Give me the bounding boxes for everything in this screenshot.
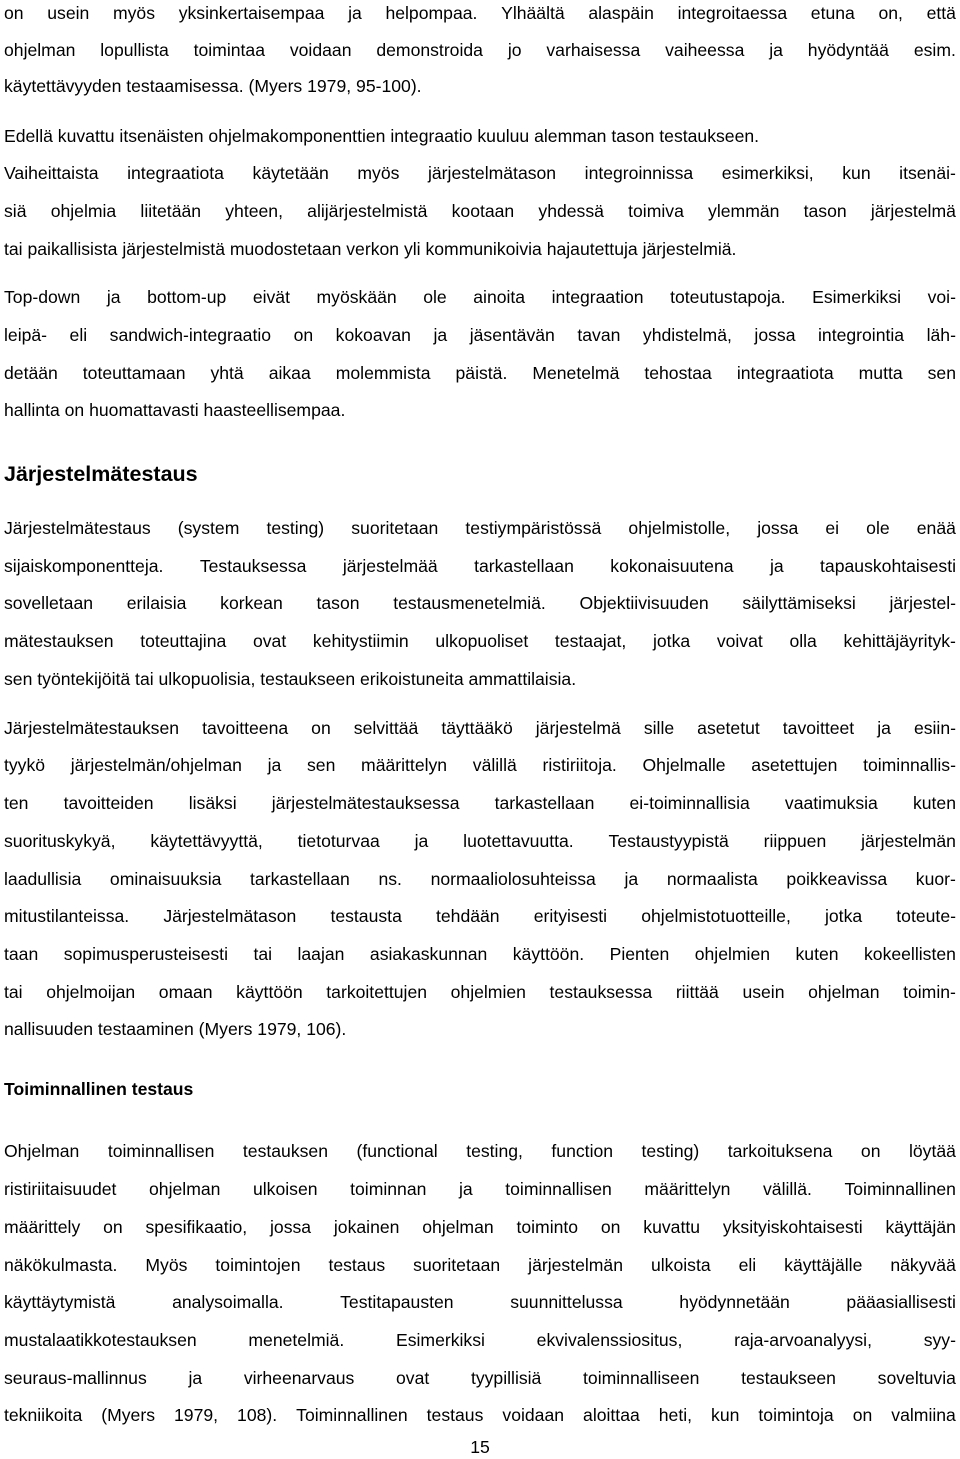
word: sopimusperusteisesti xyxy=(63,944,228,964)
word: hyödynnetään xyxy=(679,1292,790,1312)
word: yhdessä xyxy=(538,201,604,221)
word: function xyxy=(551,1141,614,1161)
word: järjestelmän xyxy=(528,1255,624,1275)
word: asetetut xyxy=(697,718,760,738)
word: käyttöön. xyxy=(512,944,585,964)
text-line xyxy=(4,1327,956,1353)
word: käyttöön xyxy=(236,982,303,1002)
word: jossa xyxy=(270,1217,312,1237)
word: testaukseen xyxy=(741,1368,836,1388)
word: tyypillisiä xyxy=(470,1368,542,1388)
word: bottom-up xyxy=(147,287,227,307)
word: täyttääkö xyxy=(441,718,513,738)
word: toiminnan xyxy=(350,1179,427,1199)
text-line: sen työntekijöitä tai ulkopuolisia, testaukseen erikoistuneita ammattilaisia. xyxy=(4,669,577,689)
word: ainoita xyxy=(473,287,526,307)
word: Järjestelmätestauksen xyxy=(4,718,180,738)
word: ja xyxy=(414,831,429,851)
text-line xyxy=(4,828,956,854)
word: säilyttämiseksi xyxy=(742,593,856,613)
word: jäsentävän xyxy=(469,325,555,345)
word: käytettävyyttä, xyxy=(150,831,263,851)
text-line xyxy=(4,360,956,386)
word: kokoavan xyxy=(335,325,411,345)
word: Toiminnallinen xyxy=(296,1405,408,1425)
word: testaajat, xyxy=(554,631,627,651)
word: kuvattu xyxy=(643,1217,701,1237)
word: toimiva xyxy=(628,201,684,221)
word: kehittäjäyrityk- xyxy=(843,631,956,651)
word: myös xyxy=(357,163,400,183)
text-line xyxy=(4,198,956,224)
word: kokonaisuutena xyxy=(610,556,734,576)
word: käyttäjän xyxy=(885,1217,956,1237)
word: soveltuvia xyxy=(877,1368,956,1388)
word: ja xyxy=(877,718,891,738)
word: ovat xyxy=(252,631,287,651)
word: ulkoisen xyxy=(252,1179,318,1199)
word: päistä. xyxy=(455,363,508,383)
word: aloittaa xyxy=(583,1405,640,1425)
text-line xyxy=(4,866,956,892)
word: tyykö xyxy=(4,755,46,775)
word: kootaan xyxy=(451,201,515,221)
text-line xyxy=(4,1289,956,1315)
word: analysoimalla. xyxy=(172,1292,284,1312)
word: ole xyxy=(866,518,890,538)
text-line: Edellä kuvattu itsenäisten ohjelmakomponenttien integraatio kuuluu alemman tason testaukseen. xyxy=(4,126,760,146)
word: määrittely xyxy=(4,1217,81,1237)
word: kehitystiimin xyxy=(312,631,409,651)
word: ja xyxy=(769,556,784,576)
word: järjestelmätason xyxy=(427,163,557,183)
word: Top-down xyxy=(4,287,81,307)
word: normaalista xyxy=(666,869,758,889)
word: (functional xyxy=(356,1141,438,1161)
word: sen xyxy=(927,363,956,383)
word: (Myers xyxy=(101,1405,156,1425)
word: toimintaa xyxy=(193,40,265,60)
word: esimerkiksi, xyxy=(721,163,814,183)
text-line xyxy=(4,979,956,1005)
word: Ylhäältä xyxy=(501,3,565,23)
word: voivat xyxy=(716,631,763,651)
word: tietoturvaa xyxy=(297,831,380,851)
word: löytää xyxy=(908,1141,956,1161)
word: mitustilanteissa. xyxy=(4,906,130,926)
word: olla xyxy=(789,631,817,651)
word: on xyxy=(852,1405,873,1425)
word: ole xyxy=(423,287,447,307)
word: ohjelman xyxy=(4,40,76,60)
word: näkökulmasta. xyxy=(4,1255,118,1275)
word: integrointia xyxy=(818,325,905,345)
word: näkyvää xyxy=(890,1255,956,1275)
word: järjestelmätestauksessa xyxy=(271,793,460,813)
word: sen xyxy=(306,755,336,775)
word: ylemmän xyxy=(708,201,780,221)
word: eivät xyxy=(252,287,290,307)
word: Menetelmä xyxy=(532,363,620,383)
word: järjestelmän/ohjelman xyxy=(70,755,242,775)
word: ei-toiminnallisia xyxy=(629,793,750,813)
word: järjestelmä xyxy=(535,718,621,738)
word: jo xyxy=(507,40,522,60)
word: on xyxy=(311,718,331,738)
word: ja xyxy=(433,325,448,345)
word: on xyxy=(600,1217,621,1237)
word: käytetään xyxy=(252,163,329,183)
word: hyödyntää xyxy=(807,40,889,60)
word: suoritetaan xyxy=(351,518,439,538)
word: Vaiheittaista xyxy=(4,163,99,183)
word: Ohjelmalle xyxy=(642,755,726,775)
word: ja xyxy=(188,1368,203,1388)
word: suunnittelussa xyxy=(510,1292,623,1312)
word: eli xyxy=(738,1255,757,1275)
word: eli xyxy=(69,325,88,345)
word: itsenäi- xyxy=(899,163,956,183)
word: ohjelman xyxy=(808,982,880,1002)
word: detään xyxy=(4,363,58,383)
text-line: hallinta on huomattavasti haasteellisempaa. xyxy=(4,400,346,420)
word: järjestelmän xyxy=(861,831,956,851)
word: etuna xyxy=(810,3,855,23)
text-line xyxy=(4,1252,956,1278)
word: seuraus-mallinnus xyxy=(4,1368,147,1388)
word: demonstroida xyxy=(376,40,483,60)
word: jossa xyxy=(757,518,799,538)
word: ohjelmoijan xyxy=(46,982,136,1002)
word: taan xyxy=(4,944,39,964)
text-line xyxy=(4,590,956,616)
word: alijärjestelmistä xyxy=(307,201,428,221)
word: integraatiota xyxy=(736,363,834,383)
word: voi- xyxy=(927,287,956,307)
word: Esimerkiksi xyxy=(395,1330,485,1350)
word: mutta xyxy=(858,363,903,383)
word: (system xyxy=(177,518,240,538)
word: voidaan xyxy=(502,1405,565,1425)
text-line xyxy=(4,322,956,348)
word: testausmenetelmiä. xyxy=(393,593,546,613)
word: toteute- xyxy=(896,906,956,926)
word: tai xyxy=(253,944,273,964)
word: leipä- xyxy=(4,325,48,345)
word: läh- xyxy=(926,325,956,345)
word: esim. xyxy=(913,40,956,60)
word: toimintoja xyxy=(758,1405,834,1425)
word: tarkoituksena xyxy=(727,1141,833,1161)
word: ns. xyxy=(378,869,402,889)
word: integraation xyxy=(551,287,644,307)
word: Objektiivisuuden xyxy=(579,593,709,613)
word: valmiina xyxy=(891,1405,956,1425)
word: kun xyxy=(711,1405,740,1425)
word: tarkastellaan xyxy=(494,793,595,813)
word: tavan xyxy=(577,325,621,345)
text-line xyxy=(4,1214,956,1240)
word: Toiminnallinen xyxy=(844,1179,956,1199)
word: ulkopuoliset xyxy=(435,631,529,651)
word: yhteen, xyxy=(225,201,283,221)
text-line xyxy=(4,284,956,310)
word: Testauksessa xyxy=(199,556,307,576)
word: ohjelman xyxy=(149,1179,221,1199)
word: integroinnissa xyxy=(584,163,694,183)
word: vaatimuksia xyxy=(784,793,878,813)
word: yksityiskohtaisesti xyxy=(722,1217,863,1237)
word: aikaa xyxy=(268,363,311,383)
word: voidaan xyxy=(289,40,352,60)
word: testauksen xyxy=(242,1141,328,1161)
word: Myös xyxy=(145,1255,188,1275)
word: välillä xyxy=(472,755,517,775)
word: ten xyxy=(4,793,29,813)
word: laadullisia xyxy=(4,869,82,889)
word: selvittää xyxy=(353,718,419,738)
word: testing, xyxy=(466,1141,523,1161)
word: riittää xyxy=(675,982,719,1002)
word: suorituskykyä, xyxy=(4,831,116,851)
word: usein xyxy=(47,3,90,23)
word: toteutustapoja. xyxy=(670,287,786,307)
word: lopullista xyxy=(100,40,169,60)
word: laajan xyxy=(297,944,345,964)
word: kuor- xyxy=(915,869,956,889)
word: testausta xyxy=(330,906,402,926)
word: järjestel- xyxy=(889,593,956,613)
word: tavoitteet xyxy=(782,718,855,738)
word: järjestelmää xyxy=(342,556,438,576)
word: yksinkertaisempaa xyxy=(178,3,325,23)
word: käyttäjälle xyxy=(784,1255,863,1275)
word: ja xyxy=(348,3,362,23)
word: Järjestelmätason xyxy=(163,906,297,926)
text-line xyxy=(4,160,956,186)
text-line: tai paikallisista järjestelmistä muodostetaan verkon yli kommunikoivia hajautettuja järjestelmiä. xyxy=(4,239,737,259)
word: mätestauksen xyxy=(4,631,114,651)
word: ristiriitoja. xyxy=(542,755,617,775)
word: enää xyxy=(916,518,956,538)
word: ekvivalenssiositus, xyxy=(536,1330,683,1350)
word: tapauskohtaisesti xyxy=(820,556,956,576)
word: toteuttajina xyxy=(140,631,227,651)
word: ulkoista xyxy=(650,1255,711,1275)
section-heading: Järjestelmätestaus xyxy=(4,462,198,486)
word: Pienten xyxy=(609,944,670,964)
word: testing) xyxy=(641,1141,700,1161)
word: sijaiskomponentteja. xyxy=(4,556,164,576)
word: poikkeavissa xyxy=(786,869,888,889)
word: alaspäin xyxy=(588,3,654,23)
word: tehdään xyxy=(436,906,500,926)
word: on xyxy=(293,325,314,345)
word: menetelmiä. xyxy=(248,1330,345,1350)
word: toiminnallisen xyxy=(505,1179,612,1199)
word: ohjelmien xyxy=(450,982,526,1002)
word: tarkastellaan xyxy=(474,556,574,576)
word: integroitaessa xyxy=(677,3,788,23)
word: toiminnallisen xyxy=(107,1141,215,1161)
word: tason xyxy=(803,201,847,221)
word: kuten xyxy=(912,793,956,813)
word: riippuen xyxy=(763,831,827,851)
word: kun xyxy=(842,163,871,183)
subsection-heading: Toiminnallinen testaus xyxy=(4,1079,194,1099)
word: testaus xyxy=(328,1255,386,1275)
word: omaan xyxy=(158,982,213,1002)
word: on xyxy=(4,3,24,23)
word: tavoitteena xyxy=(202,718,289,738)
word: ohjelman xyxy=(422,1217,494,1237)
word: sovelletaan xyxy=(4,593,94,613)
word: 1979, xyxy=(174,1405,219,1425)
word: on xyxy=(103,1217,123,1237)
word: ei xyxy=(825,518,840,538)
word: lisäksi xyxy=(188,793,237,813)
word: 108). xyxy=(237,1405,278,1425)
word: yhdistelmä, xyxy=(642,325,732,345)
text-line xyxy=(4,941,956,967)
word: tekniikoita xyxy=(4,1405,83,1425)
word: ja xyxy=(458,1179,473,1199)
text-line xyxy=(4,515,956,541)
word: myös xyxy=(112,3,156,23)
word: raja-arvoanalyysi, xyxy=(734,1330,872,1350)
word: ohjelmia xyxy=(50,201,117,221)
word: ja xyxy=(624,869,639,889)
word: siä xyxy=(4,201,27,221)
word: tarkoitettujen xyxy=(326,982,428,1002)
word: heti, xyxy=(658,1405,693,1425)
word: ja xyxy=(106,287,121,307)
word: normaaliolosuhteissa xyxy=(430,869,596,889)
word: molemmista xyxy=(335,363,431,383)
word: jotka xyxy=(824,906,863,926)
word: varhaisessa xyxy=(546,40,641,60)
word: mustalaatikkotestauksen xyxy=(4,1330,197,1350)
word: toimintojen xyxy=(215,1255,301,1275)
word: määrittelyn xyxy=(361,755,448,775)
text-line xyxy=(4,1365,956,1391)
word: pääasiallisesti xyxy=(846,1292,956,1312)
word: luotettavuutta. xyxy=(463,831,574,851)
word: testing) xyxy=(266,518,325,538)
word: ja xyxy=(267,755,282,775)
word: toimin- xyxy=(903,982,956,1002)
text-line xyxy=(4,752,956,778)
text-line xyxy=(4,1176,956,1202)
word: ohjelmien xyxy=(694,944,771,964)
word: sille xyxy=(643,718,675,738)
word: määrittelyn xyxy=(644,1179,731,1199)
word: tason xyxy=(316,593,360,613)
word: sandwich-integraatio xyxy=(109,325,272,345)
word: Testaustyypistä xyxy=(608,831,729,851)
word: on, xyxy=(878,3,903,23)
word: tai xyxy=(4,982,23,1002)
text-line: nallisuuden testaaminen (Myers 1979, 106). xyxy=(4,1019,347,1039)
word: asiakaskunnan xyxy=(369,944,488,964)
word: virheenarvaus xyxy=(243,1368,355,1388)
word: jokainen xyxy=(333,1217,400,1237)
word: testiympäristössä xyxy=(465,518,602,538)
word: toiminnalliseen xyxy=(583,1368,700,1388)
text-line xyxy=(4,790,956,816)
word: Järjestelmätestaus xyxy=(4,518,151,538)
word: ohjelmistotuotteille, xyxy=(641,906,791,926)
word: testauksessa xyxy=(549,982,653,1002)
word: toiminnallis- xyxy=(863,755,956,775)
word: ja xyxy=(769,40,783,60)
word: testaus xyxy=(426,1405,484,1425)
page-number: 15 xyxy=(470,1437,490,1457)
text-line xyxy=(4,628,956,654)
word: jossa xyxy=(754,325,796,345)
text-line xyxy=(4,553,956,579)
word: ominaisuuksia xyxy=(109,869,222,889)
word: tehostaa xyxy=(644,363,712,383)
word: kuten xyxy=(795,944,839,964)
word: välillä. xyxy=(763,1179,812,1199)
word: käyttäytymistä xyxy=(4,1292,116,1312)
word: ristiriitaisuudet xyxy=(4,1179,117,1199)
word: tarkastellaan xyxy=(250,869,350,889)
word: Ohjelman xyxy=(4,1141,80,1161)
word: Esimerkiksi xyxy=(812,287,902,307)
text-line xyxy=(4,0,956,26)
word: helpompaa. xyxy=(385,3,478,23)
word: liitetään xyxy=(140,201,202,221)
word: ovat xyxy=(396,1368,430,1388)
word: on xyxy=(860,1141,881,1161)
text-line xyxy=(4,37,956,63)
word: asetettujen xyxy=(751,755,838,775)
text-line: käytettävyyden testaamisessa. (Myers 1979, 95-100). xyxy=(4,76,422,96)
word: kokeellisten xyxy=(863,944,956,964)
word: toteuttamaan xyxy=(82,363,186,383)
word: usein xyxy=(742,982,785,1002)
word: spesifikaatio, xyxy=(145,1217,248,1237)
word: toiminto xyxy=(516,1217,579,1237)
word: suoritetaan xyxy=(413,1255,501,1275)
word: yhtä xyxy=(210,363,244,383)
text-line xyxy=(4,715,956,741)
word: myöskään xyxy=(316,287,397,307)
word: erilaisia xyxy=(126,593,187,613)
word: Testitapausten xyxy=(340,1292,454,1312)
text-line xyxy=(4,1402,956,1428)
word: syy- xyxy=(923,1330,956,1350)
word: erityisesti xyxy=(533,906,608,926)
word: korkean xyxy=(220,593,283,613)
word: vaiheessa xyxy=(665,40,745,60)
word: järjestelmä xyxy=(870,201,956,221)
word: esiin- xyxy=(913,718,956,738)
text-line xyxy=(4,1138,956,1164)
word: integraatiota xyxy=(127,163,224,183)
word: tavoitteiden xyxy=(63,793,154,813)
word: ohjelmistolle, xyxy=(628,518,731,538)
text-line xyxy=(4,903,956,929)
word: että xyxy=(926,3,956,23)
word: jotka xyxy=(652,631,691,651)
